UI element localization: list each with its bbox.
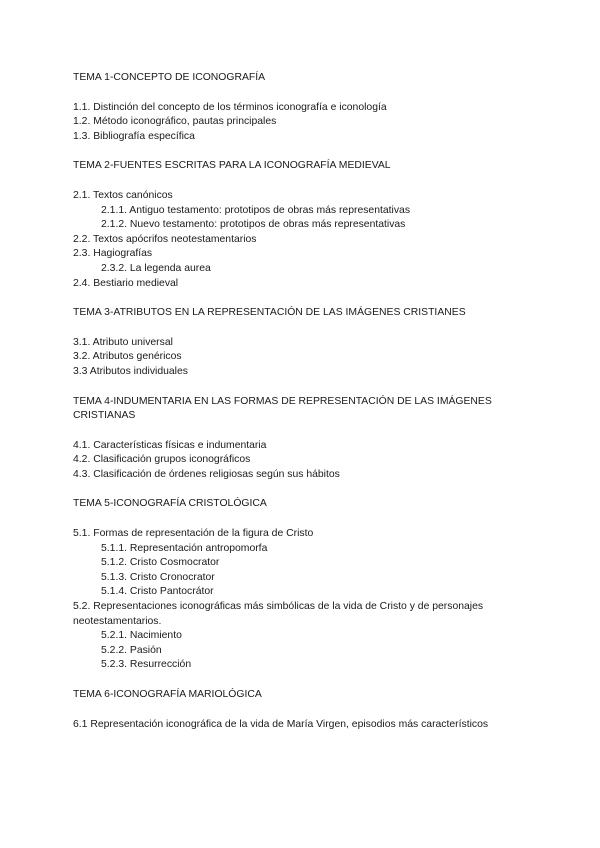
list-item: 5.2. Representaciones iconográficas más simbólicas de la vida de Cristo y de personajes neotestamentarios. bbox=[73, 601, 484, 627]
tema-5-title: TEMA 5-ICONOGRAFÍA CRISTOLÓGICA bbox=[73, 498, 267, 510]
tema-4-section bbox=[73, 395, 533, 483]
tema-3-title: TEMA 3-ATRIBUTOS EN LA REPRESENTACIÓN DE LAS IMÁGENES CRISTIANES bbox=[73, 307, 466, 319]
tema-1-section bbox=[73, 71, 533, 144]
tema-3-section bbox=[73, 306, 533, 379]
tema-2-section bbox=[73, 159, 533, 291]
tema-2-title: TEMA 2-FUENTES ESCRITAS PARA LA ICONOGRAFÍA MEDIEVAL bbox=[73, 160, 391, 172]
tema-6-title: TEMA 6-ICONOGRAFÍA MARIOLÓGICA bbox=[73, 689, 262, 700]
tema-1-title: TEMA 1-CONCEPTO DE ICONOGRAFÍA bbox=[73, 72, 266, 83]
list-item: 4.3. Clasificación de órdenes religiosas según sus hábitos bbox=[73, 468, 340, 480]
list-item: 3.1. Atributo universal bbox=[73, 336, 173, 348]
sub-list-item: 5.1.4. Cristo Pantocrátor bbox=[101, 586, 214, 598]
list-item: 1.3. Bibliografía específica bbox=[73, 130, 195, 142]
list-item: 3.3 Atributos individuales bbox=[73, 365, 188, 377]
sub-list-item: 5.1.3. Cristo Cronocrator bbox=[101, 571, 215, 583]
sub-list-item: 2.1.2. Nuevo testamento: prototipos de obras más representativas bbox=[101, 219, 406, 231]
sub-list-item: 5.2.1. Nacimiento bbox=[101, 630, 182, 642]
list-item: 1.1. Distinción del concepto de los términos iconografía e iconología bbox=[73, 101, 387, 113]
tema-6-section bbox=[73, 688, 533, 732]
sub-list-item: 5.1.1. Representación antropomorfa bbox=[101, 542, 268, 554]
sub-list-item: 5.2.3. Resurrección bbox=[101, 659, 192, 671]
sub-list-item: 2.3.2. La legenda aurea bbox=[101, 262, 211, 274]
syllabus-document bbox=[73, 71, 533, 732]
tema-5-section bbox=[73, 497, 533, 673]
list-item: 2.3. Hagiografías bbox=[73, 248, 153, 260]
list-item: 2.1. Textos canónicos bbox=[73, 189, 173, 201]
sub-list-item: 5.2.2. Pasión bbox=[101, 644, 162, 656]
list-item: 5.1. Formas de representación de la figura de Cristo bbox=[73, 528, 314, 540]
list-item: 2.2. Textos apócrifos neotestamentarios bbox=[73, 233, 257, 245]
list-item: 4.2. Clasificación grupos iconográficos bbox=[73, 454, 251, 466]
list-item: 6.1 Representación iconográfica de la vida de María Virgen, episodios más característicos bbox=[73, 718, 489, 730]
list-item: 2.4. Bestiario medieval bbox=[73, 277, 179, 289]
list-item: 3.2. Atributos genéricos bbox=[73, 351, 182, 363]
sub-list-item: 5.1.2. Cristo Cosmocrator bbox=[101, 557, 220, 569]
list-item: 1.2. Método iconográfico, pautas principales bbox=[73, 116, 277, 128]
list-item: 4.1. Características físicas e indumentaria bbox=[73, 439, 267, 451]
tema-4-title: TEMA 4-INDUMENTARIA EN LAS FORMAS DE REPRESENTACIÓN DE LAS IMÁGENES CRISTIANAS bbox=[73, 395, 492, 422]
sub-list-item: 2.1.1. Antiguo testamento: prototipos de obras más representativas bbox=[101, 204, 411, 216]
